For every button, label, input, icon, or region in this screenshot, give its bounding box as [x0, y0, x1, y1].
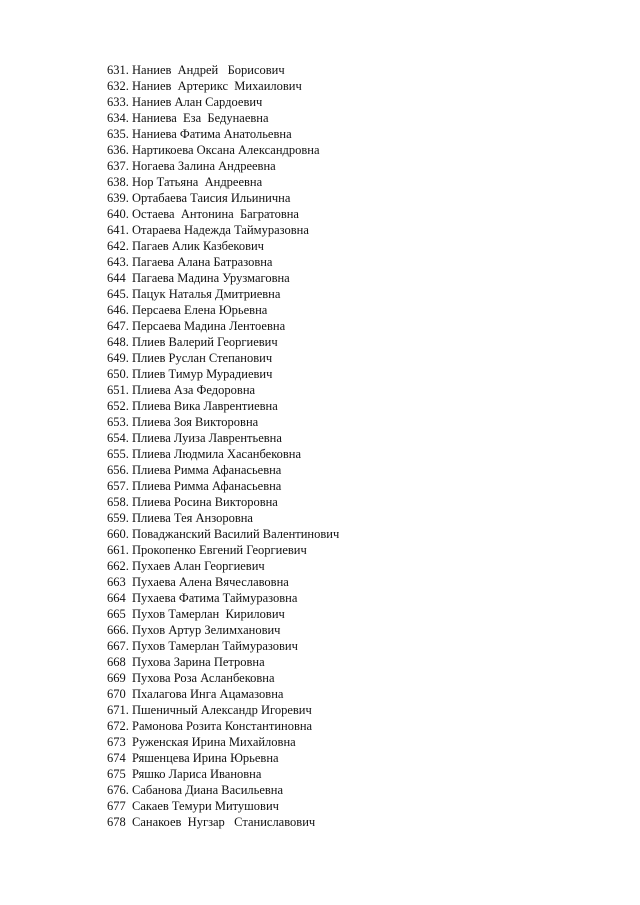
list-item: 644 Пагаева Мадина Урузмаговна [107, 271, 290, 285]
list-item: 639. Ортабаева Таисия Ильинична [107, 191, 291, 205]
list-item: 677 Сакаев Темури Митушович [107, 799, 279, 813]
list-item: 645. Пацук Наталья Дмитриевна [107, 287, 281, 301]
list-item: 648. Плиев Валерий Георгиевич [107, 335, 278, 349]
list-item: 659. Плиева Тея Анзоровна [107, 511, 253, 525]
list-item: 674 Ряшенцева Ирина Юрьевна [107, 751, 279, 765]
list-item: 642. Пагаев Алик Казбекович [107, 239, 264, 253]
list-item: 673 Руженская Ирина Михайловна [107, 735, 296, 749]
list-item: 652. Плиева Вика Лаврентиевна [107, 399, 278, 413]
list-item: 665 Пухов Тамерлан Кирилович [107, 607, 285, 621]
list-item: 633. Наниев Алан Сардоевич [107, 95, 263, 109]
list-item: 658. Плиева Росина Викторовна [107, 495, 278, 509]
list-item: 676. Сабанова Диана Васильевна [107, 783, 284, 797]
list-item: 631. Наниев Андрей Борисович [107, 63, 285, 77]
list-item: 666. Пухов Артур Зелимханович [107, 623, 281, 637]
list-item: 651. Плиева Аза Федоровна [107, 383, 256, 397]
list-item: 636. Нартикоева Оксана Александровна [107, 143, 320, 157]
list-item: 641. Отараева Надежда Таймуразовна [107, 223, 309, 237]
list-item: 640. Остаева Антонина Багратовна [107, 207, 299, 221]
list-item: 655. Плиева Людмила Хасанбековна [107, 447, 302, 461]
list-item: 662. Пухаев Алан Георгиевич [107, 559, 265, 573]
list-item: 638. Нор Татьяна Андреевна [107, 175, 263, 189]
list-item: 678 Санакоев Нугзар Станиславович [107, 815, 316, 829]
list-item: 671. Пшеничный Александр Игоревич [107, 703, 312, 717]
list-item: 654. Плиева Луиза Лаврентьевна [107, 431, 282, 445]
name-list [107, 62, 339, 830]
list-item: 635. Наниева Фатима Анатольевна [107, 127, 292, 141]
list-item: 669 Пухова Роза Асланбековна [107, 671, 275, 685]
list-item: 632. Наниев Артерикс Михаилович [107, 79, 302, 93]
list-item: 656. Плиева Римма Афанасьевна [107, 463, 282, 477]
list-item: 661. Прокопенко Евгений Георгиевич [107, 543, 307, 557]
list-item: 649. Плиев Руслан Степанович [107, 351, 273, 365]
list-item: 653. Плиева Зоя Викторовна [107, 415, 259, 429]
list-item: 650. Плиев Тимур Мурадиевич [107, 367, 273, 381]
list-item: 660. Поваджанский Василий Валентинович [107, 527, 340, 541]
list-item: 672. Рамонова Розита Константиновна [107, 719, 313, 733]
list-item: 675 Ряшко Лариса Ивановна [107, 767, 262, 781]
list-item: 637. Ногаева Залина Андреевна [107, 159, 276, 173]
list-item: 657. Плиева Римма Афанасьевна [107, 479, 282, 493]
list-item: 646. Персаева Елена Юрьевна [107, 303, 268, 317]
list-item: 667. Пухов Тамерлан Таймуразович [107, 639, 298, 653]
list-item: 664 Пухаева Фатима Таймуразовна [107, 591, 298, 605]
list-item: 643. Пагаева Алана Батразовна [107, 255, 273, 269]
list-item: 663 Пухаева Алена Вячеславовна [107, 575, 289, 589]
list-item: 670 Пхалагова Инга Ацамазовна [107, 687, 284, 701]
list-item: 634. Наниева Еза Бедунаевна [107, 111, 269, 125]
list-item: 668 Пухова Зарина Петровна [107, 655, 265, 669]
list-item: 647. Персаева Мадина Лентоевна [107, 319, 286, 333]
